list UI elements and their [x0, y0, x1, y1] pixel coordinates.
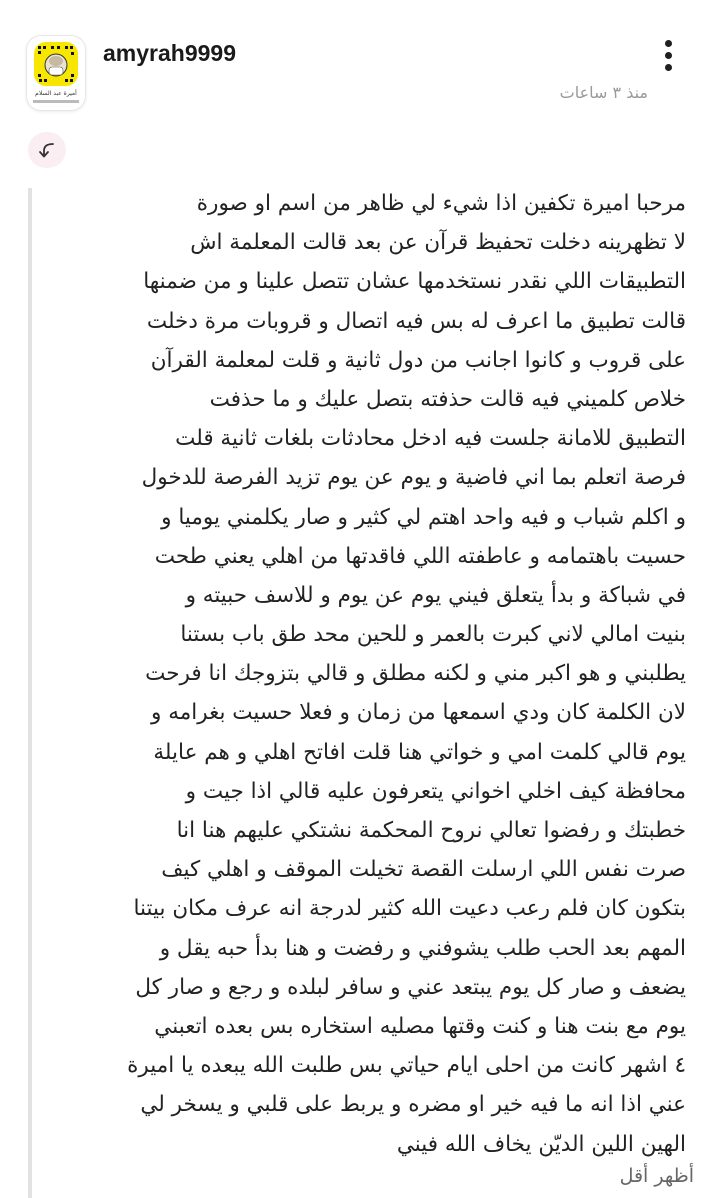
quote-bar — [28, 188, 32, 1198]
post-line: فرصة اتعلم بما اني فاضية و يوم عن يوم تزيد الفرصة للدخول — [141, 465, 686, 491]
post-line: التطبيق للامانة جلست فيه ادخل محادثات بلغات ثانية قلت — [175, 426, 686, 452]
reply-button[interactable] — [28, 132, 66, 168]
post-line: بنيت امالي لاني كبرت بالعمر و للحين محد طق باب بستنا — [180, 622, 686, 648]
avatar-footer-line — [33, 100, 79, 103]
more-options-button[interactable] — [656, 40, 680, 80]
post-line: صرت نفس اللي ارسلت القصة تخيلت الموقف و اهلي كيف — [161, 857, 686, 883]
reply-arrow-icon — [37, 141, 57, 159]
post-line: حسيت باهتمامه و عاطفته اللي فاقدتها من اهلي يعني طحت — [154, 543, 686, 569]
post-line: خطبتك و رفضوا تعالي نروح المحكمة نشتكي عليهم هنا انا — [176, 818, 686, 843]
post-line: الهين اللين الديّن يخاف الله فيني — [396, 1131, 686, 1157]
more-vertical-icon — [656, 40, 680, 71]
post-line: عني اذا انه ما فيه خير او مضره و يربط على قلبي و يسخر لي — [140, 1092, 686, 1118]
post-header — [0, 0, 716, 120]
post-line: و اكلم شباب و فيه واحد اهتم لي كثير و صار يكلمني يوميا و — [161, 504, 686, 530]
post-line: محافظة كيف اخلي اخواني يتعرفون عليه قالي اذا جيت و — [185, 778, 686, 804]
post-line: يوم مع بنت هنا و كنت وقتها مصليه استخاره بس بعده اتعبني — [154, 1013, 686, 1039]
post-line: ٤ اشهر كانت من احلى ايام حياتي بس طلبت الله يبعده يا اميرة — [127, 1053, 686, 1079]
post-timestamp: منذ ٣ ساعات — [559, 83, 648, 102]
post-body — [50, 184, 686, 1164]
post-line: لا تظهرينه دخلت تحفيظ قرآن عن بعد قالت المعلمة اش — [190, 230, 686, 256]
post-line: بتكون كان فلم رعب دعيت الله كثير لدرجة انه عرف مكان بيتنا — [133, 896, 686, 922]
username[interactable]: amyrah9999 — [103, 40, 236, 66]
post-line: قالت تطبيق ما اعرف له بس فيه اتصال و قروبات مرة دخلت — [146, 308, 686, 334]
post-line: على قروب و كانوا اجانب من دول ثانية و قلت لمعلمة القرآن — [150, 347, 686, 373]
post-line: لان الكلمة كان ودي اسمعها من زمان و فعلا حسيت بغرامه و — [151, 700, 686, 726]
avatar-caption: أميرة عبد السلام — [35, 90, 77, 97]
post-line: في شباكة و بدأ يتعلق فيني يوم عن يوم و للاسف حبيته و — [185, 582, 686, 608]
post-line: يوم قالي كلمت امي و خواتي هنا قلت افاتح اهلي و هم عايلة — [153, 739, 686, 765]
post-line: يضعف و صار كل يوم يبتعد عني و سافر لبلده و رجع و صار كل — [135, 974, 686, 1000]
show-less-button[interactable]: أظهر أقل — [619, 1165, 694, 1187]
avatar[interactable] — [27, 36, 85, 110]
post-line: يطلبني و هو اكبر مني و لكنه مطلق و قالي بتزوجك انا فرحت — [145, 661, 686, 687]
post-line: مرحبا اميرة تكفين اذا شيء لي ظاهر من اسم او صورة — [196, 191, 686, 216]
snapcode-avatar-icon — [27, 36, 85, 110]
post-line: خلاص كلميني فيه قالت حذفته بتصل عليك و ما حذفت — [209, 386, 686, 412]
post-line: التطبيقات اللي نقدر نستخدمها عشان تتصل علينا و من ضمنها — [143, 269, 686, 295]
post-line: المهم بعد الحب طلب يشوفني و رفضت و هنا بدأ حبه يقل و — [159, 935, 686, 961]
